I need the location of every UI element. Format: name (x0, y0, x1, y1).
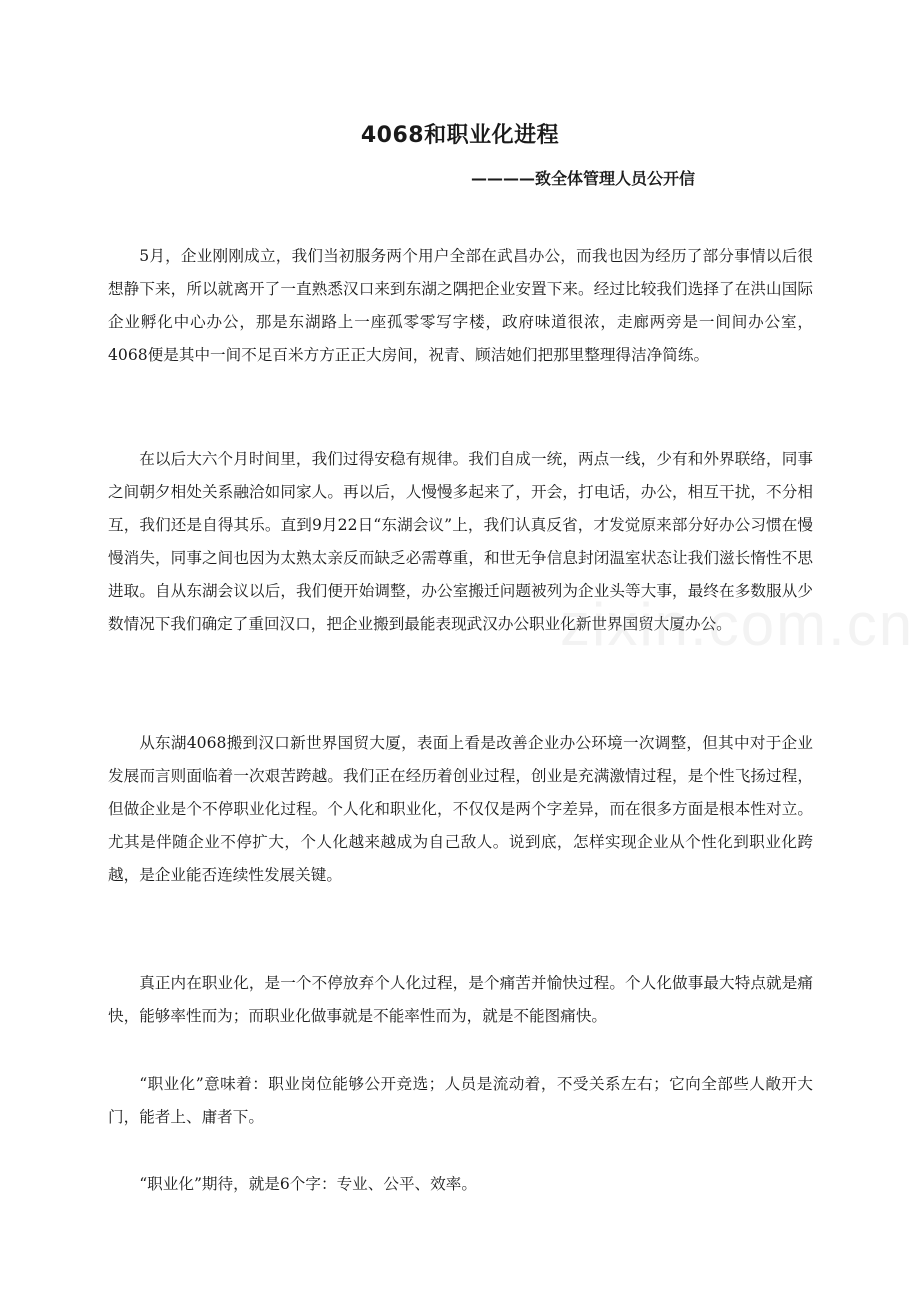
paragraph-6: “职业化”期待，就是6个字：专业、公平、效率。 (139, 1175, 477, 1193)
paragraph-1: 5月，企业刚刚成立，我们当初服务两个用户全部在武昌办公，而我也因为经历了部分事情以后很想静下来，所以就离开了一直熟悉汉口来到东湖之隅把企业安置下来。经过比较我们选择了在洪山国际企业孵化中心办公，那是东湖路上一座孤零零写字楼，政府味道很浓，走廊两旁是一间间办公室，4068便是其中一间不足百米方方正正大房间，祝青、顾洁她们把那里整理得洁净简练。 (108, 247, 813, 364)
paragraph-5: “职业化”意味着：职业岗位能够公开竞选；人员是流动着，不受关系左右；它向全部些人敞开大门，能者上、庸者下。 (108, 1075, 813, 1126)
watermark: zixin.com.cn (560, 591, 915, 658)
paragraph-4: 真正内在职业化，是一个不停放弃个人化过程，是个痛苦并愉快过程。个人化做事最大特点就是痛快，能够率性而为；而职业化做事就是不能率性而为，就是不能图痛快。 (108, 974, 813, 1025)
document-subtitle: ————致全体管理人员公开信 (471, 169, 696, 188)
document-title: 4068和职业化进程 (360, 123, 560, 148)
paragraph-2: 在以后大六个月时间里，我们过得安稳有规律。我们自成一统，两点一线，少有和外界联络，同事之间朝夕相处关系融洽如同家人。再以后，人慢慢多起来了，开会，打电话，办公，相互干扰，不分相互，我们还是自得其乐。直到9月22日“东湖会议”上，我们认真反省，才发觉原来部分好办公习惯在慢慢消失，同事之间也因为太熟太亲反而缺乏必需尊重，和世无争信息封闭温室状态让我们滋长惰性不思进取。自从东湖会议以后，我们便开始调整，办公室搬迁问题被列为企业头等大事，最终在多数服从少数情况下我们确定了重回汉口，把企业搬到最能表现武汉办公职业化新世界国贸大厦办公。 (108, 450, 813, 633)
paragraph-3: 从东湖4068搬到汉口新世界国贸大厦，表面上看是改善企业办公环境一次调整，但其中对于企业发展而言则面临着一次艰苦跨越。我们正在经历着创业过程，创业是充满激情过程，是个性飞扬过程，但做企业是个不停职业化过程。个人化和职业化，不仅仅是两个字差异，而在很多方面是根本性对立。尤其是伴随企业不停扩大，个人化越来越成为自己敌人。说到底，怎样实现企业从个性化到职业化跨越，是企业能否连续性发展关键。 (108, 734, 813, 884)
